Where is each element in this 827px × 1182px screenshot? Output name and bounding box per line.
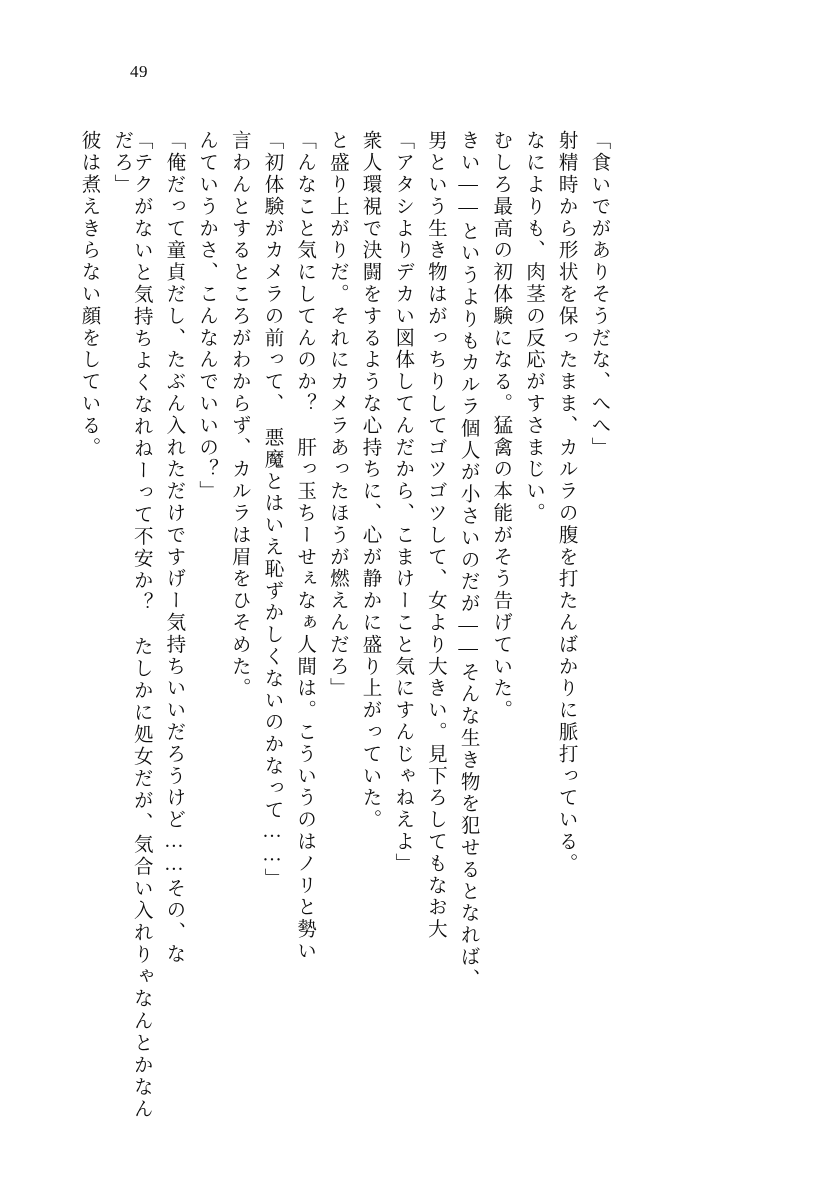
text-column: なによりも、肉茎の反応がすさまじい。 [522, 130, 544, 525]
text-column: 男という生き物はがっちりしてゴツゴツして、女より大きい。見下ろしてもなお大 [424, 130, 446, 941]
text-column: 衆人環視で決闘をするような心持ちに、心が静かに盛り上がっていた。 [359, 130, 381, 831]
text-column: と盛り上がりだ。それにカメラあったほうが燃えんだろ」 [326, 130, 348, 700]
text-column: 「食いでがありそうだな、へへ」 [588, 130, 610, 459]
text-column: 「アタシよりデカい図体してんだから、こまけーこと気にすんじゃねえよ」 [392, 130, 414, 875]
text-column: 「テクがないと気持ちよくなれねーって不安か？ たしかに処女だが、気合い入れりゃなんとかなんだろ」 [111, 130, 152, 1120]
text-column: 「初体験がカメラの前って、 悪魔とはいえ恥ずかしくないのかなって……」 [261, 130, 283, 890]
text-column: きい――というよりもカルラ個人が小さいのだが――そんな生き物を犯せるとなれば、 [457, 130, 479, 991]
text-column: 射精時から形状を保ったまま、カルラの腹を打たんばかりに脈打っている。 [555, 130, 577, 875]
text-column: 「俺だって童貞だし、たぶん入れただけですげー気持ちいいだろうけど……その、な [163, 130, 185, 966]
text-column: 「んなこと気にしてんのか？ 肝っ玉ちーせぇなぁ人間は。こういうのはノリと勢い [294, 130, 316, 963]
text-column: 彼は煮えきらない顔をしている。 [78, 130, 100, 459]
text-column: 言わんとするところがわからず、カルラは眉をひそめた。 [228, 130, 250, 700]
text-column: むしろ最高の初体験になる。猛禽の本能がそう告げていた。 [490, 130, 512, 722]
vertical-text-body [79, 130, 739, 1120]
text-column: んていうかさ、こんなんでいいの？」 [196, 130, 218, 503]
page-number: 49 [130, 62, 148, 81]
